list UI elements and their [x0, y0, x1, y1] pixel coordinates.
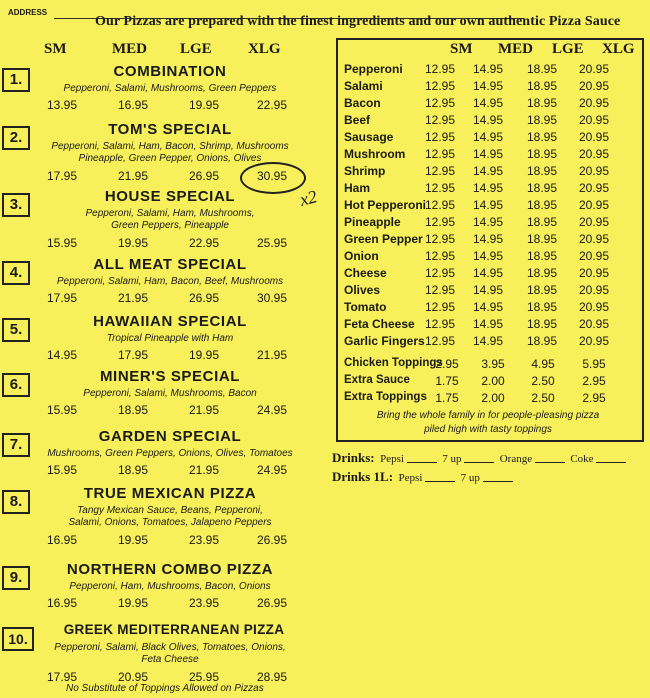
topping-price-sm: 12.95: [424, 164, 456, 178]
topping-name: Onion: [344, 249, 379, 263]
topping-price-lge: 18.95: [526, 232, 558, 246]
size-lge: LGE: [552, 41, 584, 57]
pizza-title: ALL MEAT SPECIAL: [93, 256, 247, 273]
footer-note: No Substitute of Toppings Allowed on Pizzas: [66, 683, 264, 694]
topping-price-sm: 12.95: [424, 283, 456, 297]
topping-price-lge: 18.95: [526, 62, 558, 76]
topping-price-med: 14.95: [472, 317, 504, 331]
topping-price-xlg: 20.95: [578, 266, 610, 280]
topping-price-xlg: 20.95: [578, 113, 610, 127]
topping-price-lge: 18.95: [526, 164, 558, 178]
topping-price-sm: 1.75: [435, 391, 459, 405]
size-lge: LGE: [180, 41, 212, 57]
size-xlg: XLG: [602, 41, 635, 57]
price-lge: 21.95: [188, 463, 220, 477]
topping-row: [344, 113, 644, 129]
pizza-number: 7.: [2, 433, 30, 457]
topping-price-lge: 18.95: [526, 215, 558, 229]
price-xlg: 30.95: [256, 169, 288, 183]
topping-price-lge: 18.95: [526, 96, 558, 110]
pizza-title: GARDEN SPECIAL: [98, 428, 242, 445]
pizza-description: Pepperoni, Salami, Ham, Bacon, Beef, Mushrooms: [56, 276, 284, 287]
topping-name: Green Pepper: [344, 232, 423, 246]
menu-header: Our Pizzas are prepared with the finest ingredients and our own authentic Pizza Sauce: [95, 14, 621, 29]
drink-coke: Coke: [570, 453, 594, 465]
blank-line[interactable]: [483, 481, 513, 482]
pizza-title: NORTHERN COMBO PIZZA: [66, 561, 274, 578]
price-med: 21.95: [117, 169, 149, 183]
topping-row: [344, 62, 644, 78]
drinks-label: Drinks:: [332, 450, 375, 465]
pizza-number: 5.: [2, 318, 30, 342]
blank-line[interactable]: [407, 462, 437, 463]
pizza-description: Green Peppers, Pineapple: [111, 220, 229, 231]
topping-price-xlg: 20.95: [578, 283, 610, 297]
topping-price-lge: 18.95: [526, 300, 558, 314]
pizza-title: GREEK MEDITERRANEAN PIZZA: [63, 622, 285, 637]
pizza-description: Feta Cheese: [141, 654, 199, 665]
pizza-number: 1.: [2, 68, 30, 92]
size-sm: SM: [44, 41, 67, 57]
drink-7up: 7 up: [442, 453, 462, 465]
topping-price-med: 14.95: [472, 266, 504, 280]
topping-name: Bacon: [344, 96, 381, 110]
tagline-line: Bring the whole family in for people-pleasing pizza: [376, 410, 600, 421]
price-xlg: 28.95: [256, 670, 288, 684]
pizza-number: 8.: [2, 490, 30, 514]
size-med: MED: [112, 41, 147, 57]
price-lge: 26.95: [188, 169, 220, 183]
pizza-number: 2.: [2, 126, 30, 150]
blank-line[interactable]: [535, 462, 565, 463]
pizza-title: MINER'S SPECIAL: [99, 368, 241, 385]
pizza-description: Mushrooms, Green Peppers, Onions, Olives, Tomatoes: [47, 448, 293, 459]
price-xlg: 26.95: [256, 533, 288, 547]
price-med: 18.95: [117, 463, 149, 477]
topping-price-xlg: 20.95: [578, 300, 610, 314]
topping-price-sm: 1.75: [435, 374, 459, 388]
topping-price-sm: 12.95: [424, 96, 456, 110]
pizza-description: Salami, Onions, Tomatoes, Jalapeno Peppers: [68, 517, 272, 528]
topping-name: Salami: [344, 79, 383, 93]
pizza-item: [0, 485, 318, 545]
topping-name: Hot Pepperoni: [344, 198, 427, 212]
price-xlg: 25.95: [256, 236, 288, 250]
topping-row: [344, 130, 644, 146]
topping-name: Tomato: [344, 300, 387, 314]
price-xlg: 21.95: [256, 348, 288, 362]
pizza-item: [0, 188, 318, 248]
topping-name: Ham: [344, 181, 371, 195]
topping-price-lge: 18.95: [526, 198, 558, 212]
pizza-title: HOUSE SPECIAL: [104, 188, 236, 205]
topping-price-xlg: 20.95: [578, 232, 610, 246]
topping-row: [344, 198, 644, 214]
pizza-number: 3.: [2, 193, 30, 217]
price-med: 20.95: [117, 670, 149, 684]
topping-row: [344, 283, 644, 299]
price-lge: 23.95: [188, 596, 220, 610]
price-med: 21.95: [117, 291, 149, 305]
topping-price-sm: 12.95: [424, 300, 456, 314]
pizza-description: Pepperoni, Salami, Black Olives, Tomatoes, Onions,: [54, 642, 286, 653]
topping-price-med: 14.95: [472, 249, 504, 263]
drinks-1l-row: [332, 469, 513, 485]
topping-price-med: 14.95: [472, 300, 504, 314]
size-sm: SM: [450, 41, 473, 57]
topping-row: [344, 232, 644, 248]
topping-price-sm: 12.95: [424, 317, 456, 331]
price-xlg: 24.95: [256, 463, 288, 477]
topping-price-xlg: 20.95: [578, 249, 610, 263]
topping-price-lge: 18.95: [526, 317, 558, 331]
topping-price-sm: 12.95: [424, 181, 456, 195]
topping-name: Shrimp: [344, 164, 386, 178]
price-med: 18.95: [117, 403, 149, 417]
topping-price-sm: 12.95: [424, 266, 456, 280]
topping-name: Extra Sauce: [344, 374, 410, 386]
price-lge: 22.95: [188, 236, 220, 250]
topping-price-lge: 18.95: [526, 334, 558, 348]
topping-price-xlg: 20.95: [578, 181, 610, 195]
pizza-description: Pepperoni, Salami, Ham, Bacon, Shrimp, Mushrooms: [51, 141, 289, 152]
topping-price-xlg: 20.95: [578, 79, 610, 93]
pizza-item: [0, 428, 318, 488]
topping-name: Cheese: [344, 266, 387, 280]
topping-price-med: 14.95: [472, 215, 504, 229]
pizza-item: [0, 63, 318, 123]
topping-name: Sausage: [344, 130, 394, 144]
topping-row: [344, 96, 644, 112]
pizza-description: Tropical Pineapple with Ham: [106, 333, 234, 344]
price-sm: 16.95: [46, 533, 78, 547]
topping-price-sm: 12.95: [424, 198, 456, 212]
price-sm: 17.95: [46, 291, 78, 305]
drink-pepsi: Pepsi: [380, 453, 404, 465]
price-lge: 21.95: [188, 403, 220, 417]
handwritten-note: x2: [297, 186, 320, 210]
pizza-number: 10.: [2, 627, 34, 651]
topping-price-xlg: 20.95: [578, 147, 610, 161]
topping-price-med: 14.95: [472, 79, 504, 93]
topping-price-lge: 18.95: [526, 79, 558, 93]
topping-price-lge: 18.95: [526, 113, 558, 127]
price-sm: 13.95: [46, 98, 78, 112]
blank-line[interactable]: [425, 481, 455, 482]
pizza-title: COMBINATION: [113, 63, 227, 80]
price-sm: 16.95: [46, 596, 78, 610]
topping-price-lge: 18.95: [526, 266, 558, 280]
topping-price-xlg: 20.95: [578, 317, 610, 331]
topping-price-lge: 18.95: [526, 147, 558, 161]
handwritten-circle: [240, 162, 306, 194]
topping-price-lge: 18.95: [526, 130, 558, 144]
pizza-description: Pepperoni, Ham, Mushrooms, Bacon, Onions: [69, 581, 271, 592]
price-xlg: 24.95: [256, 403, 288, 417]
pizza-description: Tangy Mexican Sauce, Beans, Pepperoni,: [77, 505, 263, 516]
topping-price-med: 2.00: [481, 391, 505, 405]
topping-name: Garlic Fingers: [344, 334, 425, 348]
price-lge: 25.95: [188, 670, 220, 684]
topping-row: [344, 215, 644, 231]
topping-price-med: 14.95: [472, 147, 504, 161]
topping-price-xlg: 2.95: [582, 374, 606, 388]
topping-price-sm: 12.95: [424, 147, 456, 161]
price-med: 16.95: [117, 98, 149, 112]
topping-name: Chicken Toppings: [344, 357, 443, 369]
topping-name: Beef: [344, 113, 371, 127]
topping-price-med: 14.95: [472, 283, 504, 297]
topping-price-sm: 2.95: [435, 357, 459, 371]
topping-price-med: 14.95: [472, 113, 504, 127]
topping-row: [344, 391, 644, 407]
pizza-title: TRUE MEXICAN PIZZA: [83, 485, 257, 502]
topping-price-lge: 18.95: [526, 249, 558, 263]
topping-price-lge: 4.95: [531, 357, 555, 371]
topping-price-lge: 2.50: [531, 374, 555, 388]
topping-price-lge: 18.95: [526, 283, 558, 297]
topping-name: Extra Toppings: [344, 391, 427, 403]
topping-name: Feta Cheese: [344, 317, 415, 331]
drink-1l-pepsi: Pepsi: [398, 472, 423, 484]
topping-price-xlg: 20.95: [578, 215, 610, 229]
topping-row: [344, 249, 644, 265]
topping-name: Mushroom: [344, 147, 406, 161]
pizza-description: Pineapple, Green Pepper, Onions, Olives: [78, 153, 262, 164]
drink-1l-7up: 7 up: [460, 472, 480, 484]
topping-price-sm: 12.95: [424, 249, 456, 263]
pizza-item: [0, 256, 318, 316]
blank-line[interactable]: [596, 462, 626, 463]
price-sm: 15.95: [46, 463, 78, 477]
topping-price-med: 14.95: [472, 232, 504, 246]
topping-price-med: 14.95: [472, 62, 504, 76]
topping-price-xlg: 20.95: [578, 62, 610, 76]
topping-row: [344, 374, 644, 390]
price-lge: 19.95: [188, 98, 220, 112]
price-lge: 19.95: [188, 348, 220, 362]
topping-name: Pineapple: [344, 215, 401, 229]
topping-price-xlg: 20.95: [578, 96, 610, 110]
topping-price-sm: 12.95: [424, 215, 456, 229]
pizza-number: 6.: [2, 373, 30, 397]
topping-row: [344, 266, 644, 282]
pizza-item: [0, 622, 318, 682]
topping-name: Olives: [344, 283, 381, 297]
drinks-1l-label: Drinks 1L:: [332, 469, 394, 484]
pizza-number: 9.: [2, 566, 30, 590]
topping-name: Pepperoni: [344, 62, 403, 76]
topping-price-sm: 12.95: [424, 232, 456, 246]
topping-price-sm: 12.95: [424, 113, 456, 127]
topping-price-med: 3.95: [481, 357, 505, 371]
pizza-description: Pepperoni, Salami, Ham, Mushrooms,: [85, 208, 255, 219]
price-sm: 15.95: [46, 403, 78, 417]
pizza-item: [0, 313, 318, 373]
topping-row: [344, 147, 644, 163]
topping-price-sm: 12.95: [424, 62, 456, 76]
topping-row: [344, 164, 644, 180]
price-xlg: 22.95: [256, 98, 288, 112]
pizza-description: Pepperoni, Salami, Mushrooms, Bacon: [83, 388, 257, 399]
price-sm: 17.95: [46, 169, 78, 183]
price-med: 19.95: [117, 533, 149, 547]
drink-orange: Orange: [499, 453, 533, 465]
topping-price-lge: 2.50: [531, 391, 555, 405]
pizza-number: 4.: [2, 261, 30, 285]
blank-line[interactable]: [464, 462, 494, 463]
price-sm: 17.95: [46, 670, 78, 684]
price-med: 19.95: [117, 236, 149, 250]
topping-row: [344, 181, 644, 197]
topping-price-med: 2.00: [481, 374, 505, 388]
topping-price-xlg: 20.95: [578, 334, 610, 348]
topping-row: [344, 317, 644, 333]
price-med: 17.95: [117, 348, 149, 362]
topping-price-xlg: 5.95: [582, 357, 606, 371]
pizza-size-headers: [44, 41, 304, 61]
pizza-title: TOM'S SPECIAL: [108, 121, 232, 138]
tagline-line: piled high with tasty toppings: [424, 424, 552, 435]
topping-price-xlg: 20.95: [578, 130, 610, 144]
topping-price-sm: 12.95: [424, 130, 456, 144]
address-label: ADDRESS: [8, 8, 48, 17]
price-lge: 26.95: [188, 291, 220, 305]
topping-price-med: 14.95: [472, 96, 504, 110]
topping-row: [344, 334, 644, 350]
topping-price-sm: 12.95: [424, 79, 456, 93]
topping-row: [344, 79, 644, 95]
size-xlg: XLG: [248, 41, 281, 57]
pizza-item: [0, 368, 318, 428]
topping-price-med: 14.95: [472, 130, 504, 144]
topping-price-med: 14.95: [472, 334, 504, 348]
topping-price-xlg: 2.95: [582, 391, 606, 405]
tagline: [340, 409, 636, 437]
topping-price-xlg: 20.95: [578, 164, 610, 178]
size-med: MED: [498, 41, 533, 57]
drinks-row: [332, 450, 626, 466]
topping-price-med: 14.95: [472, 181, 504, 195]
price-med: 19.95: [117, 596, 149, 610]
pizza-item: [0, 561, 318, 621]
price-xlg: 26.95: [256, 596, 288, 610]
pizza-title: HAWAIIAN SPECIAL: [93, 313, 247, 330]
topping-price-med: 14.95: [472, 164, 504, 178]
topping-price-xlg: 20.95: [578, 198, 610, 212]
topping-price-lge: 18.95: [526, 181, 558, 195]
pizza-description: Pepperoni, Salami, Mushrooms, Green Peppers: [63, 83, 277, 94]
price-sm: 14.95: [46, 348, 78, 362]
price-lge: 23.95: [188, 533, 220, 547]
price-sm: 15.95: [46, 236, 78, 250]
topping-price-med: 14.95: [472, 198, 504, 212]
topping-price-sm: 12.95: [424, 334, 456, 348]
price-xlg: 30.95: [256, 291, 288, 305]
topping-row: [344, 357, 644, 373]
topping-row: [344, 300, 644, 316]
